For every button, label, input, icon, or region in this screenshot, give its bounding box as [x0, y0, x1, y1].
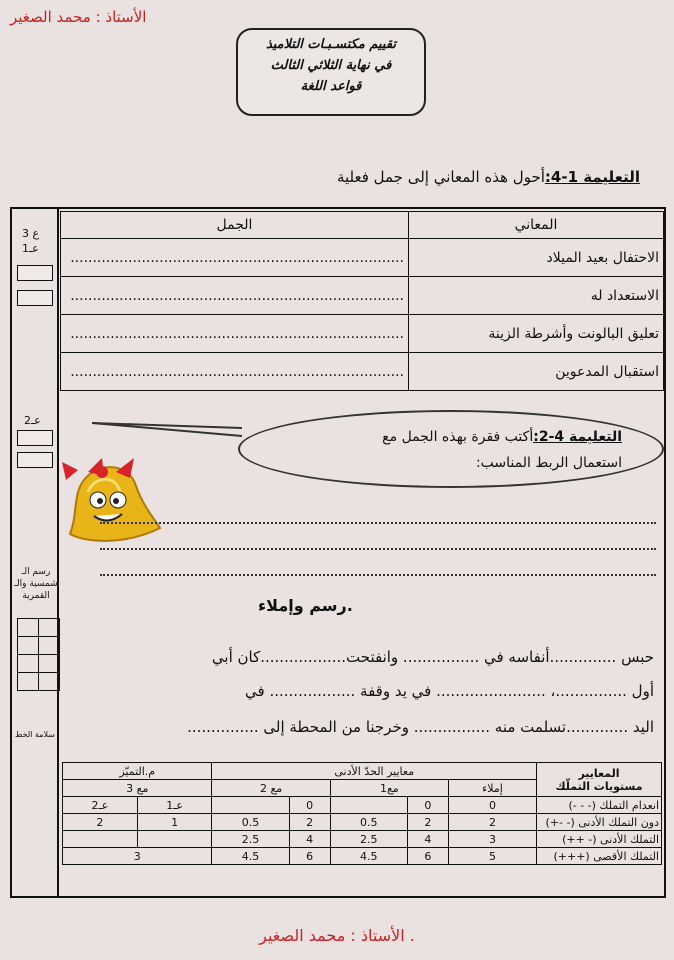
dictation-line-2: أول ...............، ....................... في يد وقفة .................. في: [245, 682, 654, 700]
instruction-1: [337, 168, 640, 186]
m1-header: مع1: [330, 780, 448, 797]
sentence-input[interactable]: ...........................................................................: [61, 315, 409, 353]
score-cell[interactable]: [39, 655, 60, 673]
header-meanings: المعاني: [409, 212, 664, 239]
sentence-input[interactable]: ...........................................................................: [61, 277, 409, 315]
title-box: [236, 28, 426, 116]
m2b-value: 2: [289, 814, 330, 831]
dictation-line-3: اليد .............تسلمت منه ................ وخرجنا من المحطة إلى ...............: [187, 718, 654, 736]
imla-header: إملاء: [448, 780, 536, 797]
a2-header: عـ2: [63, 797, 138, 814]
sentence-input[interactable]: ...........................................................................: [61, 353, 409, 391]
m1a-value: 0.5: [330, 814, 407, 831]
writing-line-3[interactable]: [100, 574, 656, 576]
teacher-name-top: الأستاذ : محمد الصغير: [10, 8, 147, 26]
meaning-cell: تعليق البالونت وأشرطة الزينة: [409, 315, 664, 353]
score-box-1[interactable]: [17, 265, 53, 281]
m1a-value: [330, 797, 407, 814]
level-cell: التملك الأقصى (+++): [537, 848, 662, 865]
m2b-value: 6: [289, 848, 330, 865]
score-cell[interactable]: [39, 673, 60, 691]
m2-header: مع 2: [212, 780, 330, 797]
title-line-2: في نهاية الثلاثي الثالث: [270, 58, 392, 73]
margin-criterion-1: عـ1: [22, 242, 39, 255]
grading-margin: [15, 209, 59, 896]
title-line-1: تقييم مكتسـبـات التلاميذ: [265, 37, 397, 52]
teacher-name-bottom: الأستاذ : محمد الصغير .: [259, 926, 415, 945]
a1-value: 1: [137, 814, 212, 831]
level-cell: دون التملك الأدنى (- -+): [537, 814, 662, 831]
m1a-value: 2.5: [330, 831, 407, 848]
score-box-4[interactable]: [17, 452, 53, 468]
score-grid: [17, 618, 60, 691]
sentence-input[interactable]: ...........................................................................: [61, 239, 409, 277]
score-cell[interactable]: [39, 619, 60, 637]
dictation-title: رسم وإملاء.: [258, 596, 353, 615]
instruction-2: [302, 424, 622, 476]
margin-label-spelling: رسم الـ شمسية والـ القمرية: [14, 567, 58, 601]
bubble-tail: [92, 418, 252, 438]
title-line-3: قواعد اللغة: [300, 79, 362, 94]
score-cell[interactable]: [39, 637, 60, 655]
writing-line-2[interactable]: [100, 548, 656, 550]
m1b-value: 2: [407, 814, 448, 831]
m2a-value: [212, 797, 289, 814]
a-total-value: 3: [63, 848, 212, 865]
m1b-value: 4: [407, 831, 448, 848]
m2a-value: 2.5: [212, 831, 289, 848]
meanings-table: [60, 211, 664, 391]
criteria-table: [62, 762, 662, 865]
a1-value: [137, 831, 212, 848]
m1b-value: 0: [407, 797, 448, 814]
margin-label-safety: سلامة الخط: [14, 730, 55, 739]
score-box-2[interactable]: [17, 290, 53, 306]
header-sentences: الجمل: [61, 212, 409, 239]
excellence-header: م.التميّز: [63, 763, 212, 780]
m2a-value: 4.5: [212, 848, 289, 865]
criteria-header: المعايير مستويات التملّك: [537, 763, 662, 797]
instruction-2-text-1: أكتب فقرة بهذه الجمل مع: [382, 429, 534, 445]
dictation-line-1: حبس ..............أنفاسه في ................ وانفتحت..................كان أبي: [211, 648, 654, 666]
score-cell[interactable]: [18, 655, 39, 673]
imla-value: 5: [448, 848, 536, 865]
bell-icon: [58, 452, 164, 548]
m2a-value: 0.5: [212, 814, 289, 831]
margin-criterion-3: ع 3: [22, 227, 40, 240]
meaning-cell: الاستعداد له: [409, 277, 664, 315]
m2b-value: 0: [289, 797, 330, 814]
margin-criterion-2: عـ2: [24, 414, 41, 427]
instruction-1-label: التعليمة 1-4:: [544, 168, 640, 186]
meaning-cell: استقبال المدعوين: [409, 353, 664, 391]
score-cell[interactable]: [18, 637, 39, 655]
a2-value: 2: [63, 814, 138, 831]
instruction-2-text-2: استعمال الربط المناسب:: [475, 455, 622, 471]
m1b-value: 6: [407, 848, 448, 865]
writing-line-1[interactable]: [100, 522, 656, 524]
meaning-cell: الاحتفال بعيد الميلاد: [409, 239, 664, 277]
score-cell[interactable]: [18, 619, 39, 637]
instruction-1-text: أحول هذه المعاني إلى جمل فعلية: [336, 168, 545, 186]
imla-value: 3: [448, 831, 536, 848]
level-cell: انعدام التملك (- - -): [537, 797, 662, 814]
a1-header: عـ1: [137, 797, 212, 814]
imla-value: 0: [448, 797, 536, 814]
score-box-3[interactable]: [17, 430, 53, 446]
m2b-value: 4: [289, 831, 330, 848]
instruction-2-label: التعليمة 4-2:: [533, 429, 622, 445]
imla-value: 2: [448, 814, 536, 831]
level-cell: التملك الأدنى (- ++): [537, 831, 662, 848]
a2-value: [63, 831, 138, 848]
score-cell[interactable]: [18, 673, 39, 691]
m1a-value: 4.5: [330, 848, 407, 865]
min-criteria-header: معايير الحدّ الأدنى: [212, 763, 537, 780]
m3-header: مع 3: [63, 780, 212, 797]
